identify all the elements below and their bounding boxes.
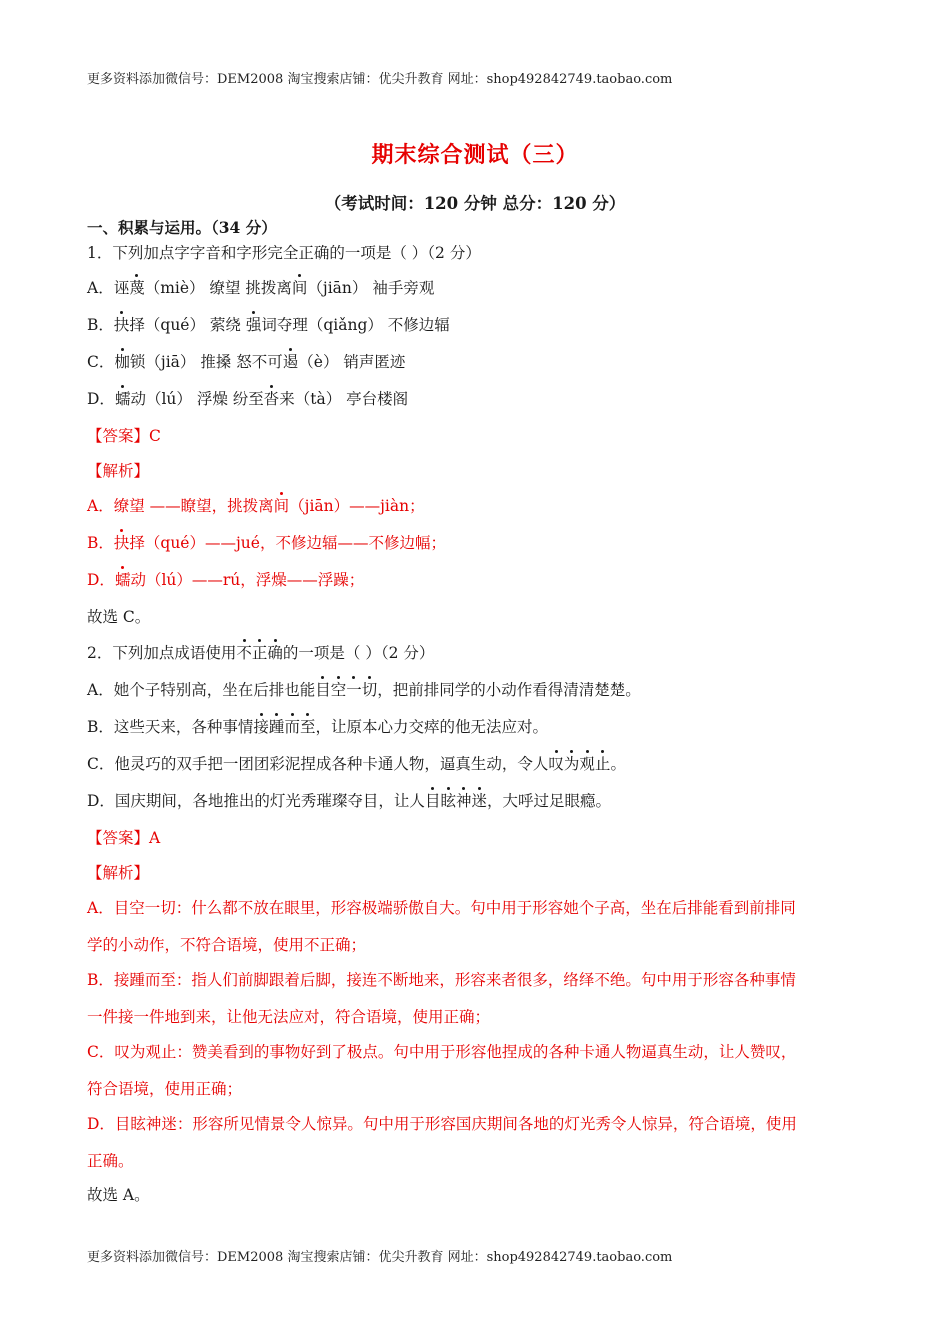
q2-analysis-a-line1: A．目空一切：什么都不放在眼里，形容极端骄傲自大。句中用于形容她个子高，坐在后排能看到前排同 [87,899,796,917]
q2-option-a: A．她个子特别高，坐在后排也能目空一切，把前排同学的小动作看得清清楚楚。 [87,681,641,699]
section-heading: 一、积累与运用。（34 分） [87,218,277,237]
dotted-idiom: 目空一切 [315,681,378,699]
dotted-idiom: 目眩神迷 [424,792,487,810]
q1-option-d: D．蠕动（lú） 浮燥 纷至沓来（tà） 亭台楼阁 [87,390,409,408]
q2-option-d: D．国庆期间，各地推出的灯光秀璀璨夺目，让人目眩神迷，大呼过足眼瘾。 [87,792,612,810]
q2-analysis-a-line2: 学的小动作，不符合语境，使用不正确； [87,936,367,954]
q2-stem: 2．下列加点成语使用不正确的一项是（ ）（2 分） [87,644,435,662]
q2-conclusion: 故选 A。 [87,1186,150,1204]
q2-analysis-d-line1: D．目眩神迷：形容所见情景令人惊异。句中用于形容国庆期间各地的灯光秀令人惊异，符合语境，使用 [87,1115,797,1133]
dotted-idiom: 叹为观止 [548,755,611,773]
page-header: 更多资料添加微信号：DEM2008 淘宝搜索店铺：优尖升教育 网址：shop492842749.taobao.com [87,72,673,87]
q1-stem: 1．下列加点字字音和字形完全正确的一项是（ ）（2 分） [87,244,481,262]
q2-analysis-c-line1: C．叹为观止：赞美看到的事物好到了极点。句中用于形容他捏成的各种卡通人物逼真生动，让人赞叹， [87,1043,797,1061]
dotted-idiom: 接踵而至 [253,718,316,736]
q2-analysis-c-line2: 符合语境，使用正确； [87,1080,243,1098]
q1-analysis-d: D．蠕动（lú）——rú，浮燥——浮躁； [87,571,365,589]
exam-info: （考试时间：120 分钟 总分：120 分） [324,194,626,213]
q2-analysis-d-line2: 正确。 [87,1152,134,1170]
q1-analysis-label: 【解析】 [87,462,150,480]
q2-option-c: C．他灵巧的双手把一团团彩泥捏成各种卡通人物，逼真生动，令人叹为观止。 [87,755,626,773]
q2-analysis-label: 【解析】 [87,864,150,882]
q2-option-b: B．这些天来，各种事情接踵而至，让原本心力交瘁的他无法应对。 [87,718,548,736]
page-title: 期末综合测试（三） [371,142,579,168]
q1-analysis-a: A．缭望 ——瞭望，挑拨离间（jiān）——jiàn； [87,497,425,515]
q2-answer: 【答案】A [87,829,161,847]
q2-analysis-b-line1: B．接踵而至：指人们前脚跟着后脚，接连不断地来，形容来者很多，络绎不绝。句中用于形容各种事情 [87,971,796,989]
q1-answer: 【答案】C [87,427,161,445]
q1-analysis-b: B．抉择（qué）——jué，不修边辐——不修边幅； [87,534,446,552]
q2-analysis-b-line2: 一件接一件地到来，让他无法应对，符合语境，使用正确； [87,1008,491,1026]
q1-option-b: B．抉择（qué） 萦绕 强词夺理（qiǎng） 不修边辐 [87,316,450,334]
page-footer: 更多资料添加微信号：DEM2008 淘宝搜索店铺：优尖升教育 网址：shop492842749.taobao.com [87,1250,673,1265]
q1-conclusion: 故选 C。 [87,608,151,626]
q1-option-c: C．枷锁（jiā） 推搡 怒不可遏（è） 销声匿迹 [87,353,406,371]
q1-option-a: A．诬蔑（miè） 缭望 挑拨离间（jiān） 袖手旁观 [87,279,435,297]
